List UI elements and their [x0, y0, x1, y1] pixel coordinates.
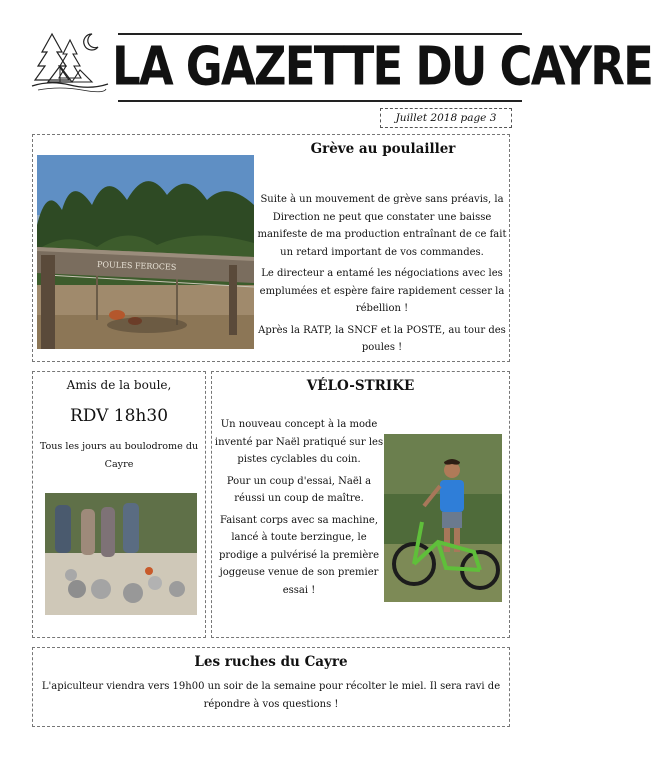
- sign-text: POULES FEROCES: [96, 260, 177, 272]
- paragraph: Pour un coup d'essai, Naël a réussi un coup de maître.: [226, 475, 372, 504]
- newspaper-title: LA GAZETTE DU CAYRE: [112, 35, 652, 98]
- paragraph: Après la RATP, la SNCF et la POSTE, au tour des poules !: [258, 324, 506, 353]
- headline-greve: Grève au poulailler: [310, 141, 456, 157]
- article-3-text: [214, 416, 384, 603]
- paragraph: Un nouveau concept à la mode inventé par Naël pratiqué sur les pistes cyclables du coin.: [214, 419, 384, 465]
- article-ruches: [32, 647, 510, 727]
- article-4-text: L'apiculteur viendra vers 19h00 un soir de la semaine pour récolter le miel. Il sera ravi de répondre à vos questions !: [41, 681, 501, 710]
- rdv-time: RDV 18h30: [69, 406, 169, 426]
- chicken-coop-photo: [37, 155, 254, 349]
- petanque-photo: [45, 493, 197, 615]
- boy-bike-photo: [384, 434, 502, 602]
- article-velo-strike: [211, 371, 510, 638]
- headline-velo-strike: VÉLO-STRIKE: [306, 378, 415, 394]
- article-2-text: Tous les jours au boulodrome du Cayre: [39, 441, 199, 470]
- issue-date-page: Juillet 2018 page 3: [380, 108, 512, 128]
- masthead-rule-bottom: [118, 100, 522, 102]
- article-1-text: [255, 191, 509, 361]
- paragraph: Le directeur a entamé les négociations avec les emplumées et espère faire rapidement cesser la rébellion !: [259, 268, 505, 314]
- article-petanque: [32, 371, 206, 638]
- headline-ruches: Les ruches du Cayre: [194, 654, 348, 670]
- headline-amis-boule: Amis de la boule,: [66, 378, 172, 392]
- camp-logo: [30, 30, 110, 94]
- paragraph: Suite à un mouvement de grève sans préavis, la Direction ne peut que constater une baisse manifeste de ma production entraînant de ce fait un retard important de vos commandes.: [257, 194, 507, 258]
- paragraph: Faisant corps avec sa machine, lancé à toute berzingue, le prodige a pulvérisé la première joggeuse venue de son premier essai !: [219, 514, 379, 596]
- article-greve-poulailler: [32, 134, 510, 362]
